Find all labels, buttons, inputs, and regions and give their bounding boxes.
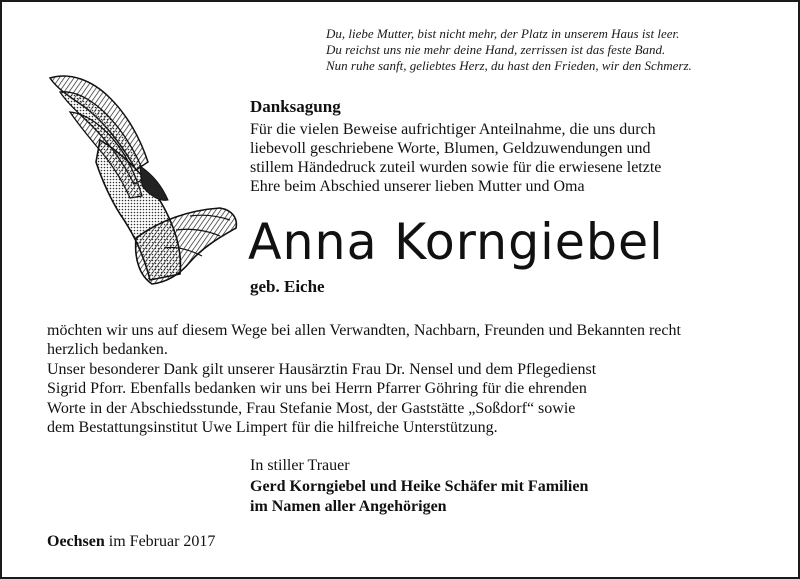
poem-line: Du reichst uns nie mehr deine Hand, zerrissen ist das feste Band. [326,42,666,57]
praying-hands-icon [40,70,240,288]
intro-text [250,120,770,196]
body-line: Sigrid Pforr. Ebenfalls bedanken wir uns bei Herrn Pfarrer Göhring für die ehrenden [47,380,587,398]
intro-line: stillem Händedruck zuteil wurden sowie für die erwiesene letzte [250,159,662,176]
family-line: im Namen aller Angehörigen [250,498,447,515]
poem-line: Du, liebe Mutter, bist nicht mehr, der Platz in unserem Haus ist leer. [326,26,680,41]
poem [326,26,786,74]
date: im Februar 2017 [108,533,216,550]
body-line: möchten wir uns auf diesem Wege bei allen Verwandten, Nachbarn, Freunden und Bekannten recht [47,322,681,339]
place: Oechsen [47,533,105,550]
intro-line: liebevoll geschriebene Worte, Blumen, Geldzuwendungen und [250,140,651,157]
body-line: herzlich bedanken. [47,341,168,359]
mourning-phrase: In stiller Trauer [250,457,350,474]
poem-line: Nun ruhe sanft, geliebtes Herz, du hast den Frieden, wir den Schmerz. [326,58,692,73]
maiden-name: geb. Eiche [250,277,325,296]
body-line: Unser besonderer Dank gilt unserer Hausärztin Frau Dr. Nensel und dem Pflegedienst [47,360,597,378]
intro-line: Für die vielen Beweise aufrichtiger Anteilnahme, die uns durch [250,121,656,138]
place-date [47,533,215,551]
heading: Danksagung [250,97,341,116]
family-signature [250,477,588,517]
deceased-name: Anna Korngiebel [248,213,664,271]
intro-line: Ehre beim Abschied unserer lieben Mutter und Oma [250,178,585,195]
body-text [47,321,767,437]
body-line: dem Bestattungsinstitut Uwe Limpert für die hilfreiche Unterstützung. [47,419,498,437]
body-line: Worte in der Abschiedsstunde, Frau Stefanie Most, der Gaststätte „Soßdorf“ sowie [47,399,576,417]
family-line: Gerd Korngiebel und Heike Schäfer mit Familien [250,478,589,495]
